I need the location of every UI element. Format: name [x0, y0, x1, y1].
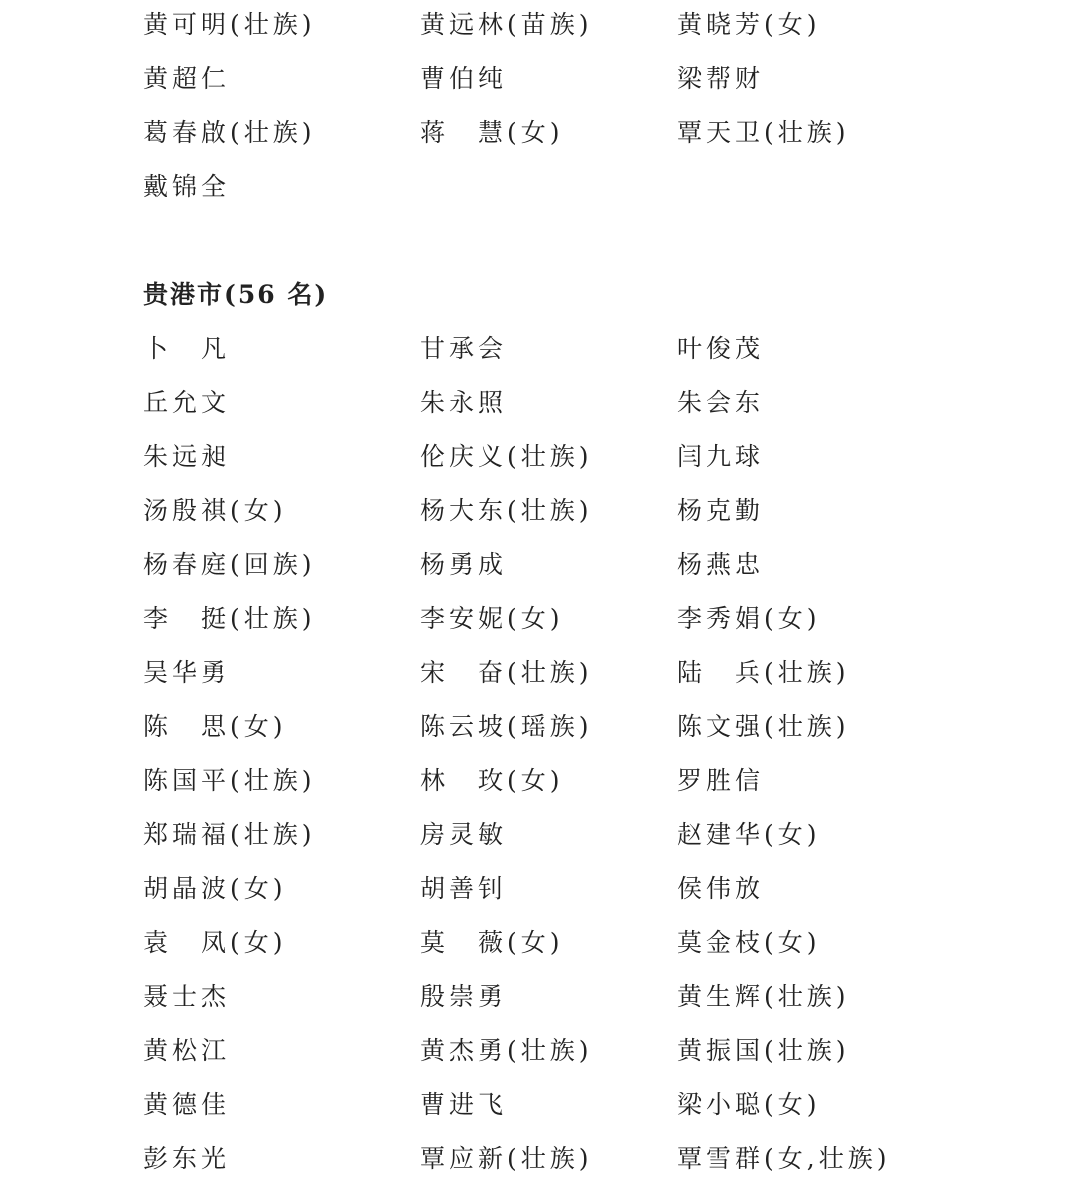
- name-entry: 黄德佳: [143, 1090, 231, 1119]
- name-entry: 黄可明(壮族): [143, 10, 316, 39]
- name-grid-guigang: [143, 322, 1080, 1186]
- name-entry: 戴锦全: [143, 172, 231, 201]
- name-entry: 蒋 慧(女): [420, 118, 564, 147]
- name-entry: 黄杰勇(壮族): [420, 1036, 593, 1065]
- name-entry: 殷崇勇: [420, 982, 508, 1011]
- name-entry: 胡晶波(女): [143, 874, 287, 903]
- name-grid-top: [143, 0, 1080, 214]
- name-entry: 郑瑞福(壮族): [143, 820, 316, 849]
- name-entry: 袁 凤(女): [143, 928, 287, 957]
- name-entry: 罗胜信: [677, 766, 765, 795]
- name-entry: 胡善钊: [420, 874, 508, 903]
- name-entry: 宋 奋(壮族): [420, 658, 593, 687]
- name-entry: 朱会东: [677, 388, 765, 417]
- name-entry: 李安妮(女): [420, 604, 564, 633]
- name-entry: 陈文强(壮族): [677, 712, 850, 741]
- name-entry: 杨春庭(回族): [143, 550, 316, 579]
- name-entry: 陈云坡(瑶族): [420, 712, 593, 741]
- name-entry: 朱永照: [420, 388, 508, 417]
- name-entry: 莫金枝(女): [677, 928, 821, 957]
- name-entry: 曹进飞: [420, 1090, 508, 1119]
- name-entry: 丘允文: [143, 388, 231, 417]
- name-entry: 陈 思(女): [143, 712, 287, 741]
- name-entry: 吴华勇: [143, 658, 231, 687]
- name-entry: 黄松江: [143, 1036, 231, 1065]
- name-entry: 朱远昶: [143, 442, 231, 471]
- name-entry: 葛春啟(壮族): [143, 118, 316, 147]
- name-entry: 杨燕忠: [677, 550, 765, 579]
- name-entry: 覃雪群(女,壮族): [677, 1144, 891, 1173]
- name-entry: 杨勇成: [420, 550, 508, 579]
- name-entry: 闫九球: [677, 442, 765, 471]
- name-entry: 甘承会: [420, 334, 508, 363]
- name-entry: 杨大东(壮族): [420, 496, 593, 525]
- name-entry: 曹伯纯: [420, 64, 508, 93]
- previous-section-name-list: [0, 0, 1080, 214]
- name-entry: 李 挺(壮族): [143, 604, 316, 633]
- name-entry: 彭东光: [143, 1144, 231, 1173]
- name-entry: 黄远林(苗族): [420, 10, 593, 39]
- name-entry: 黄超仁: [143, 64, 231, 93]
- name-entry: 聂士杰: [143, 982, 231, 1011]
- name-entry: 杨克勤: [677, 496, 765, 525]
- name-entry: 汤殷祺(女): [143, 496, 287, 525]
- name-entry: 陈国平(壮族): [143, 766, 316, 795]
- name-entry: 陆 兵(壮族): [677, 658, 850, 687]
- name-entry: 黄振国(壮族): [677, 1036, 850, 1065]
- name-entry: 李秀娟(女): [677, 604, 821, 633]
- name-entry: 侯伟放: [677, 874, 765, 903]
- name-entry: 林 玫(女): [420, 766, 564, 795]
- guigang-name-list: [0, 322, 1080, 1186]
- name-entry: 黄生辉(壮族): [677, 982, 850, 1011]
- name-entry: 叶俊茂: [677, 334, 765, 363]
- name-entry: 伦庆义(壮族): [420, 442, 593, 471]
- name-entry: 梁帮财: [677, 64, 765, 93]
- name-entry: 覃应新(壮族): [420, 1144, 593, 1173]
- name-entry: 覃天卫(壮族): [677, 118, 850, 147]
- name-entry: 赵建华(女): [677, 820, 821, 849]
- section-title-guigang: 贵港市(56 名): [143, 280, 329, 309]
- name-entry: 卜 凡: [143, 334, 231, 363]
- name-entry: 莫 薇(女): [420, 928, 564, 957]
- name-entry: 黄晓芳(女): [677, 10, 821, 39]
- name-entry: 房灵敏: [420, 820, 508, 849]
- name-entry: 梁小聪(女): [677, 1090, 821, 1119]
